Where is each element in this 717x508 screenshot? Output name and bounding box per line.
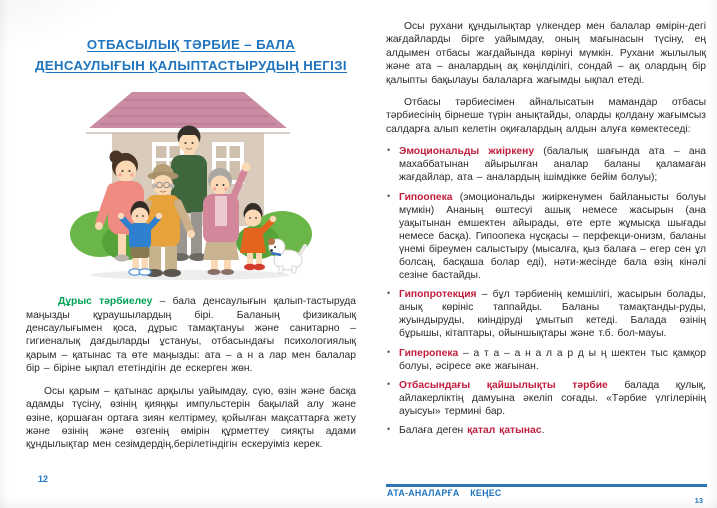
family-house-illustration (68, 82, 314, 282)
right-paragraph-2: Отбасы тәрбиесімен айналысатын мамандар отбасы тәрбиесінің бірнеше түрін анықтайды, оларды қолдану жағымсыз салдарға алып келетін оқиғалардың алдын алуға көмектеседі: (386, 97, 706, 135)
left-page (26, 34, 356, 461)
bullet-text: (балалық шағында ата – ана махаббатынан айырылған аналар баланы қаламаған жағдайлар, ата – аналардың ішімдікке бейім болуы); (399, 146, 706, 184)
list-item (386, 191, 706, 283)
left-paragraph-2: Осы қарым – қатынас арқылы уайымдау, сүю, өзін және басқа адамды түсіну, өзінің қияңқы импульстерін бақылай алу және өзіне, қоршаған ортаға зиян келтірмеу, қойылған мақсаттарға жету және өзінің және өзгенің өмірін құрметтеу сияқты адами құндылықтар мен сезімдердің,берілетіндігін ескеруіміз керек. (26, 385, 356, 451)
list-item (386, 288, 706, 340)
illustration-container (68, 82, 314, 287)
page-number-left: 12 (38, 474, 49, 484)
list-item (386, 379, 706, 418)
red-term: Гипоопека (399, 191, 453, 203)
green-lead-term: Дұрыс тәрбиелеу (58, 296, 153, 308)
red-term: қатал қатынас (467, 425, 542, 437)
bullet-prefix: Балаға деген (399, 425, 468, 437)
upbringing-types-list (386, 145, 706, 437)
right-paragraph-1: Осы рухани құндылықтар үлкендер мен балалар өмірін-дегі жағдайларды бірге уайымдау, оның мағынасын түсіну, ең алдымен отбасы жағдайында көрінуі мүмкін. Рухани жылылық және ата – аналардың ақ көңілділігі, сондай – ақ олардың бір қалыпты бақылауы балаларға жағымды ықпал етеді. (386, 21, 706, 86)
right-page (386, 20, 706, 443)
red-term: Гиперопека (399, 347, 459, 359)
page-title-line2: ДЕНСАУЛЫҒЫН ҚАЛЫПТАСТЫРУДЫҢ НЕГІЗІ (35, 58, 347, 74)
list-item (386, 424, 706, 437)
list-item (386, 145, 706, 184)
bullet-text: – бұл тәрбиенің кемшілігі, жасырын болады, анық көрініс таппайды. Баланы тамақтанды-руды, жуындыруды, киіндіруді ұмытып кетеді. Балада өзінің бұрышы, кітаптары, ойыншықтары және т.б. бол-мауы. (399, 289, 706, 340)
list-item (386, 347, 706, 373)
red-term: Эмоциональды жиіркену (399, 146, 535, 158)
footer-section-label: АТА-АНАЛАРҒА КЕҢЕС (387, 488, 502, 498)
bullet-text: (эмоциональды жиіркенумен байланысты болуы мүмкін) Ананың өштесуі ашық немесе жасырын (ана уақытынан емшектен айырады, өте ерте жұмысқа шығады немесе басқа). Гипоопека нұсқасы – перфекци-онизм, баланы үнемі біреумен салыстыру (мысалға, қыз балаға – егер сен ұл болсаң, басқаша болар еді), нәти-жесінде бала өзің кінәлі сезіне бастайды. (399, 191, 706, 282)
bullet-text: . (541, 425, 545, 437)
red-term: Отбасындағы қайшылықты тәрбие (399, 379, 608, 391)
bullet-text: – а т а – а н а л а р д ы ң шектен тыс қамқор болуы, әсіресе әке жағынан. (399, 347, 706, 372)
page-number-right: 13 (694, 496, 703, 505)
left-paragraph-1-text: – бала денсаулығын қалып-тастыруда маңызды құраушылардың бірі. Баланың физикалық денсаулығымен қоса, дұрыс тамақтануы және санитарно – гигиеналық дағдыларды ұстануы, отбасындағы психологиялық қарым – қатынас та өте маңызды: ата – а н а лар мен балалар бір – біріне ықпал ететіндігін де ескерген жөн. (26, 296, 356, 375)
left-paragraph-1 (26, 295, 356, 375)
page-title (26, 34, 356, 76)
page-title-line1: ОТБАСЫЛЫҚ ТӘРБИЕ – БАЛА (86, 37, 296, 52)
red-term: Гипопротекция (399, 289, 477, 301)
footer-divider (386, 484, 707, 487)
bullet-text: балада қулық, айлакерліктің дамуына әкеліп соғады. «Тәрбие үлгілерінің ауысуы» термині бар. (399, 379, 706, 417)
